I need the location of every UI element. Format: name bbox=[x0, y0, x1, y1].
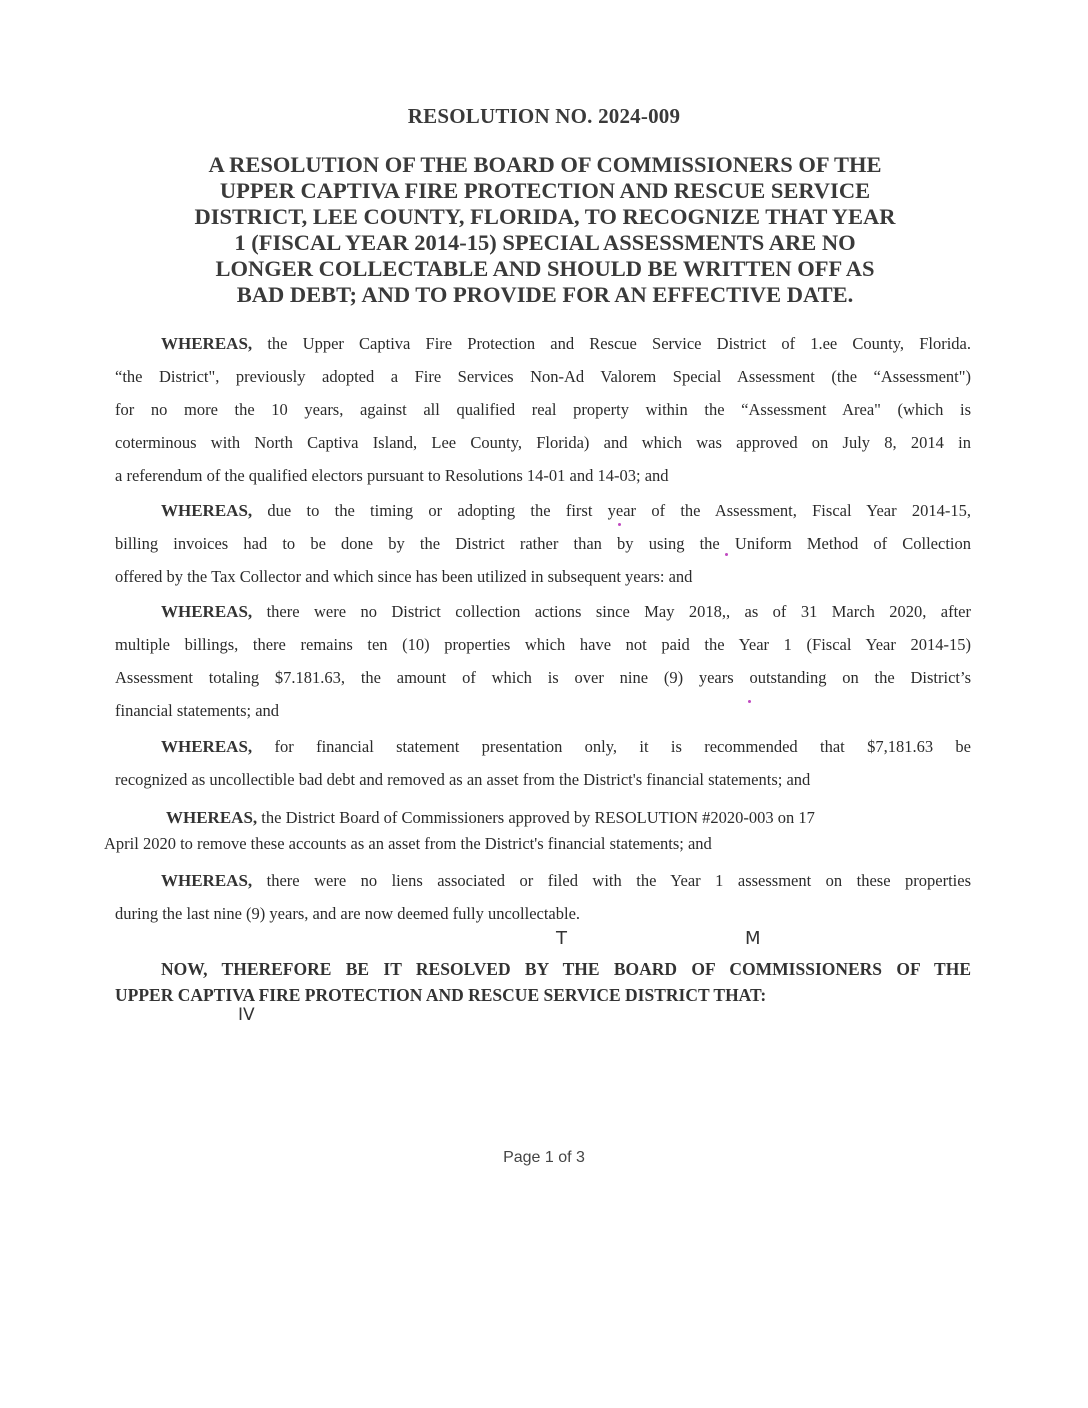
handwritten-mark-t: T bbox=[556, 928, 567, 949]
whereas-paragraph-6: WHEREAS, there were no liens associated or filed with the Year 1 assessment on these properties during the last nine (9) years, and are now deemed fully uncollectable. bbox=[115, 871, 971, 923]
title-line: BAD DEBT; AND TO PROVIDE FOR AN EFFECTIVE DATE. bbox=[236, 282, 854, 307]
whereas-label: WHEREAS, bbox=[161, 871, 253, 890]
title-line: A RESOLUTION OF THE BOARD OF COMMISSIONERS OF THE bbox=[208, 152, 882, 177]
whereas-label: WHEREAS, bbox=[166, 808, 258, 827]
whereas-paragraph-4: WHEREAS, for financial statement presentation only, it is recommended that $7,181.63 be recognized as uncollectible bad debt and removed as an asset from the District's financial statements; and bbox=[115, 737, 971, 789]
resolution-title bbox=[150, 152, 940, 308]
resolution-number: RESOLUTION NO. 2024-009 bbox=[407, 104, 681, 128]
ink-speck bbox=[725, 553, 728, 556]
whereas-label: WHEREAS, bbox=[161, 602, 253, 621]
whereas-paragraph-5: WHEREAS, the District Board of Commissioners approved by RESOLUTION #2020-003 on 17 April 2020 to remove these accounts as an asset from the District's financial statements; and bbox=[104, 808, 815, 853]
ink-speck bbox=[748, 700, 751, 703]
whereas-paragraph-1: WHEREAS, the Upper Captiva Fire Protection and Rescue Service District of 1.ee County, Florida. “the District", previously adopted a Fire Services Non-Ad Valorem Special Assessment (the “Assessment") for no more the 10 years, against all qualified real property within the “Assessment Area" (which is coterminous with North Captiva Island, Lee County, Florida) and which was approved on July 8, 2014 in a referendum of the qualified electors pursuant to Resolutions 14-01 and 14-03; and bbox=[115, 334, 971, 485]
title-line: LONGER COLLECTABLE AND SHOULD BE WRITTEN OFF AS bbox=[215, 256, 875, 281]
ink-speck bbox=[618, 523, 621, 526]
resolved-clause: NOW, THEREFORE BE IT RESOLVED BY THE BOARD OF COMMISSIONERS OF THE UPPER CAPTIVA FIRE PROTECTION AND RESCUE SERVICE DISTRICT THAT: bbox=[115, 959, 971, 1005]
page-footer: Page 1 of 3 bbox=[503, 1149, 585, 1166]
whereas-label: WHEREAS, bbox=[161, 737, 253, 756]
handwritten-mark-m: M bbox=[745, 928, 761, 949]
whereas-paragraph-3: WHEREAS, there were no District collection actions since May 2018,, as of 31 March 2020, after multiple billings, there remains ten (10) properties which have not paid the Year 1 (Fiscal Year 2014-15) Assessment totaling $7.181.63, the amount of which is over nine (9) years outstanding on the District’s financial statements; and bbox=[115, 602, 971, 720]
whereas-label: WHEREAS, bbox=[161, 501, 253, 520]
whereas-label: WHEREAS, bbox=[161, 334, 253, 353]
title-line: 1 (FISCAL YEAR 2014-15) SPECIAL ASSESSMENTS ARE NO bbox=[234, 230, 856, 255]
handwritten-mark-iv: IV bbox=[238, 1005, 255, 1025]
whereas-paragraph-2: WHEREAS, due to the timing or adopting the first year of the Assessment, Fiscal Year 2014-15, billing invoices had to be done by the District rather than by using the Uniform Method of Collection offered by the Tax Collector and which since has been utilized in subsequent years: and bbox=[115, 501, 971, 586]
title-line: UPPER CAPTIVA FIRE PROTECTION AND RESCUE SERVICE bbox=[219, 178, 871, 203]
title-line: DISTRICT, LEE COUNTY, FLORIDA, TO RECOGNIZE THAT YEAR bbox=[194, 204, 896, 229]
